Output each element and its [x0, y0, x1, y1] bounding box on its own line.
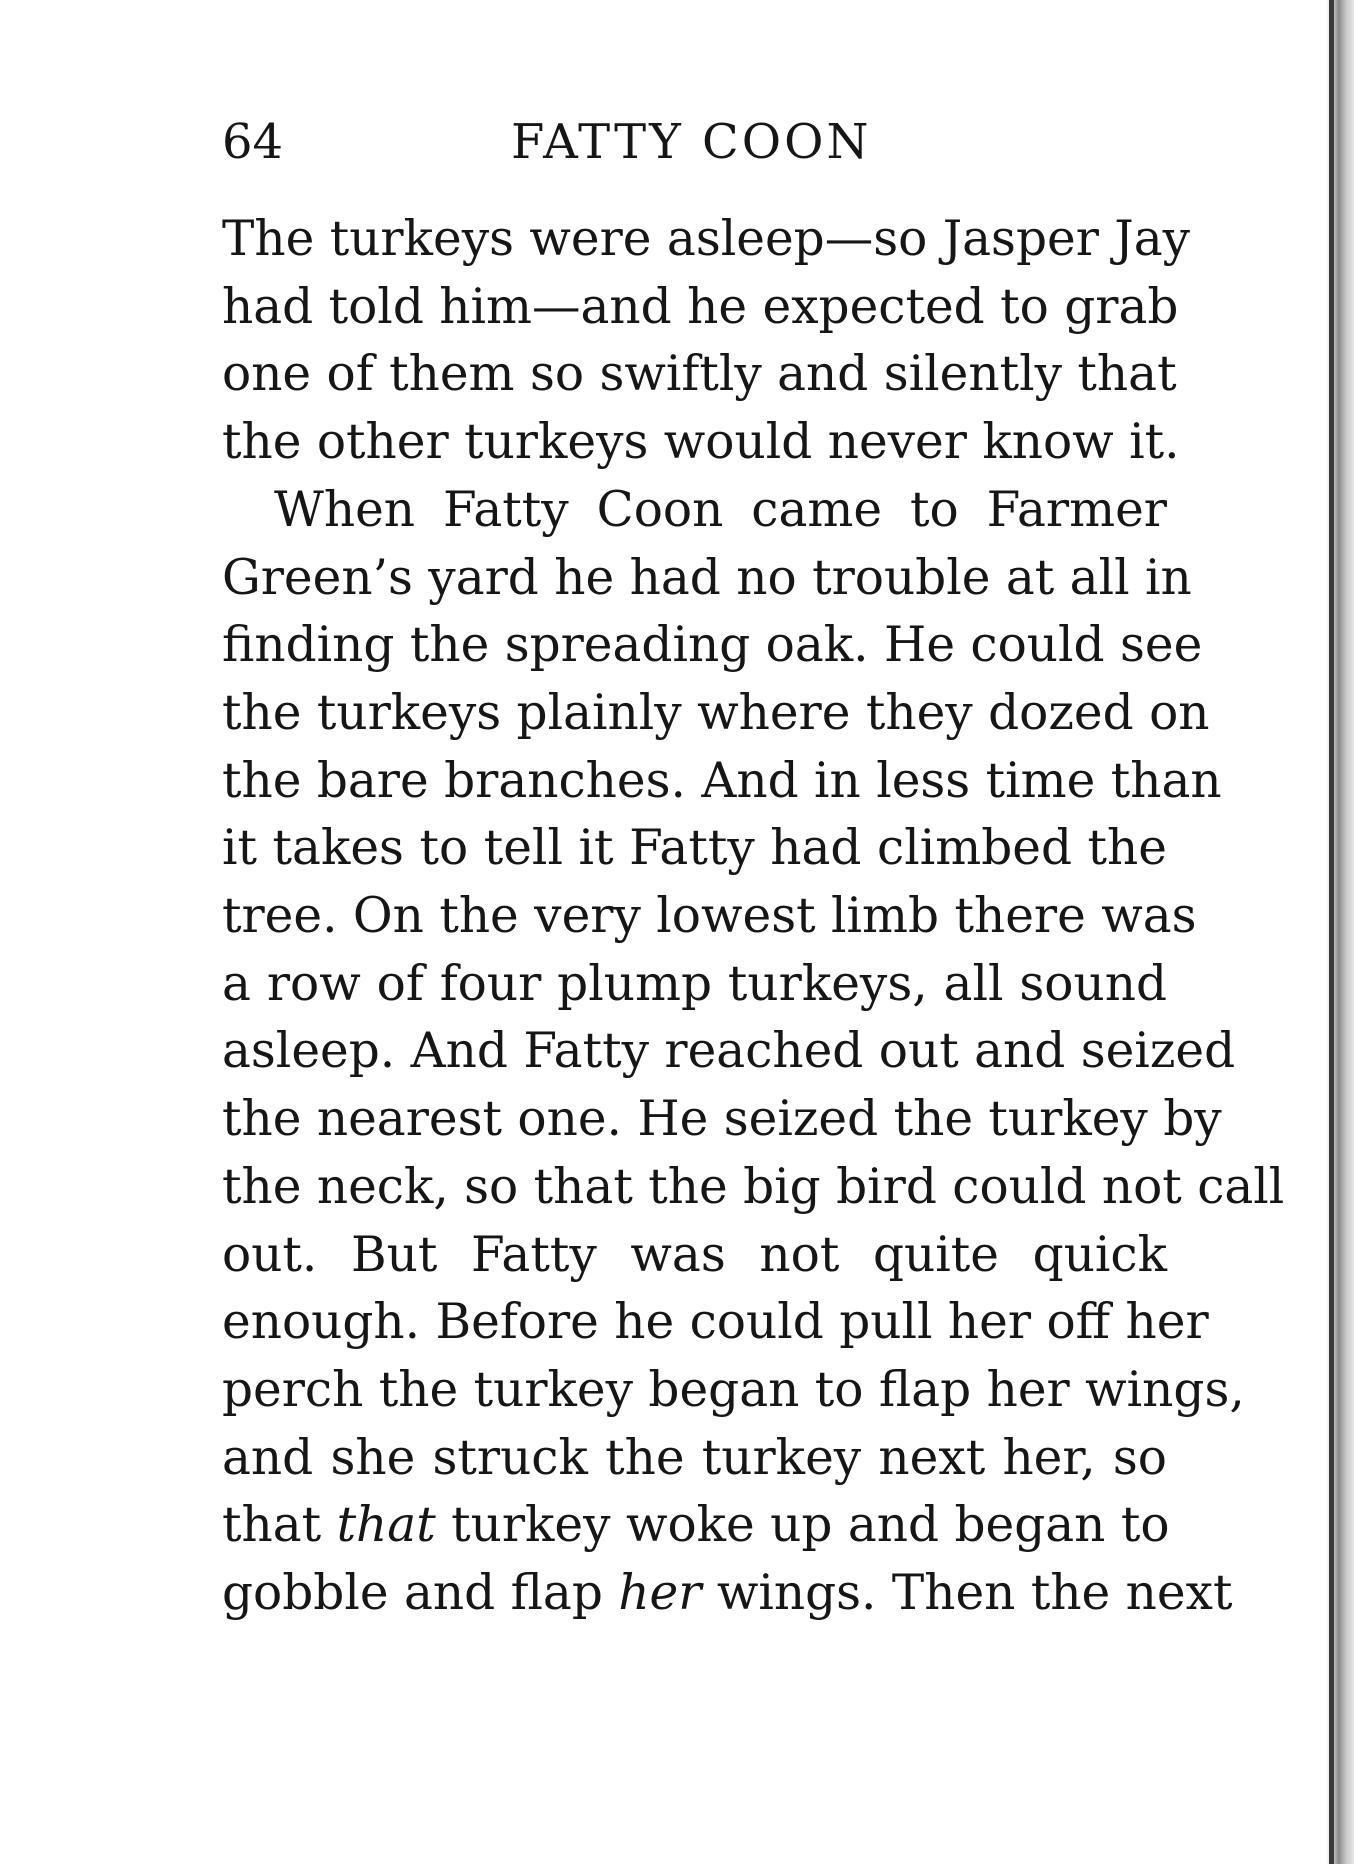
text-segment: that	[222, 1497, 337, 1554]
text-line: a row of four plump turkeys, all sound	[222, 955, 1167, 1012]
paragraph-1	[222, 206, 1191, 477]
body-text	[222, 206, 1285, 1628]
text-segment: gobble and flap	[222, 1565, 619, 1622]
text-line: finding the spreading oak. He could see	[222, 617, 1203, 674]
text-line: the nearest one. He seized the turkey by	[222, 1091, 1222, 1148]
text-line: asleep. And Fatty reached out and seized	[222, 1023, 1236, 1080]
page-number: 64	[222, 114, 284, 170]
text-line: the bare branches. And in less time than	[222, 752, 1222, 809]
running-head	[222, 112, 882, 172]
text-segment: wings. Then the next	[701, 1565, 1233, 1622]
text-line	[222, 1492, 1170, 1560]
text-line: one of them so swiftly and silently that	[222, 346, 1177, 403]
text-line: enough. Before he could pull her off her	[222, 1294, 1209, 1351]
text-line: had told him—and he expected to grab	[222, 278, 1179, 335]
text-line: the turkeys plainly where they dozed on	[222, 684, 1210, 741]
text-line: When Fatty Coon came to Farmer	[274, 481, 1167, 538]
paragraph-2	[222, 477, 1285, 1628]
italic-emphasis: her	[618, 1565, 702, 1622]
text-line: out. But Fatty was not quite quick	[222, 1226, 1167, 1283]
text-segment: turkey woke up and began to	[435, 1497, 1170, 1554]
book-title: FATTY COON	[511, 114, 872, 170]
text-line: The turkeys were asleep—so Jasper Jay	[222, 211, 1191, 267]
text-line: Green’s yard he had no trouble at all in	[222, 549, 1192, 606]
text-line: tree. On the very lowest limb there was	[222, 888, 1197, 945]
text-line: it takes to tell it Fatty had climbed the	[222, 820, 1167, 877]
text-line: the neck, so that the big bird could not call	[222, 1158, 1285, 1215]
text-line: and she struck the turkey next her, so	[222, 1429, 1167, 1486]
text-line	[222, 1560, 1233, 1628]
text-line: perch the turkey began to flap her wings,	[222, 1361, 1245, 1418]
text-line: the other turkeys would never know it.	[222, 414, 1180, 471]
page-edge-line	[1329, 0, 1334, 1864]
italic-emphasis: that	[336, 1497, 436, 1554]
